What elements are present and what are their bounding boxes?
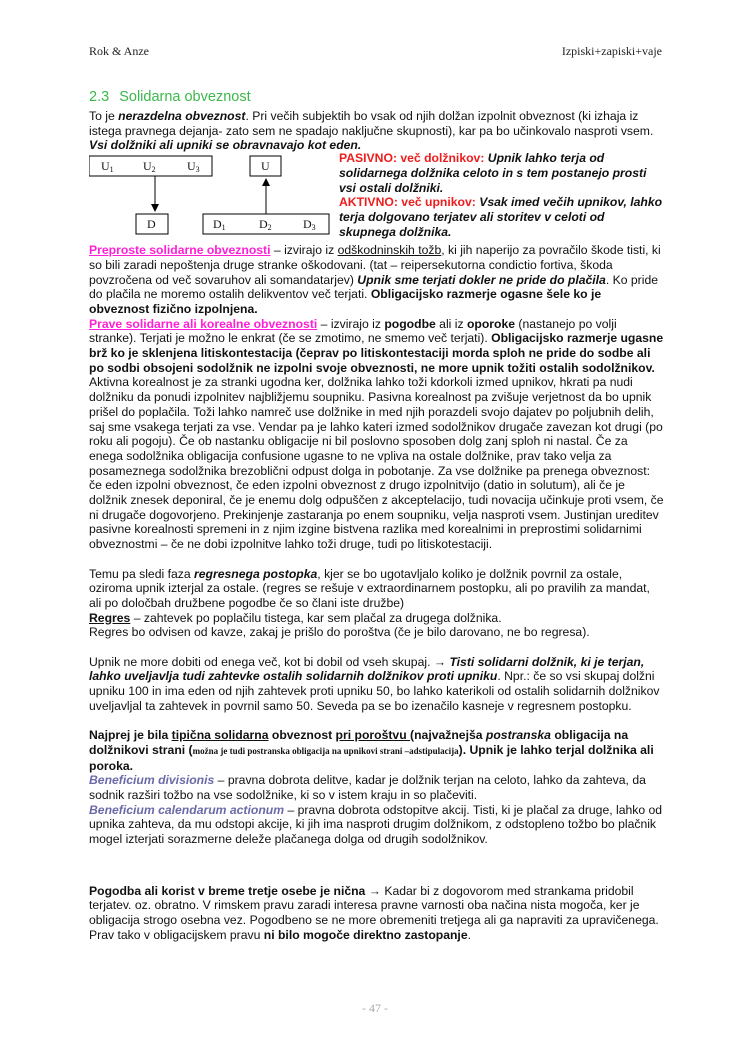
term-beneficium-divisionis: Beneficium divisionis bbox=[89, 773, 215, 788]
passive-label: PASIVNO: več dolžnikov: bbox=[339, 151, 488, 166]
arrow-right-icon: → bbox=[365, 883, 385, 898]
bold: (najvažnejša bbox=[410, 728, 486, 743]
bold: obveznost bbox=[268, 728, 336, 743]
regress-definition bbox=[89, 611, 664, 626]
bold: pogodbe bbox=[384, 316, 436, 331]
passive-note bbox=[339, 151, 664, 195]
text: ali iz bbox=[435, 316, 467, 331]
beneficium-calendarum-paragraph bbox=[89, 803, 664, 847]
page-number: - 47 - bbox=[362, 1001, 388, 1015]
creditor-label-1: U1 bbox=[101, 159, 114, 175]
active-text: Vsak imed večih upnikov, lahko terja dolgovano terjatev ali storitev v celoti od skupnega dolžnika. bbox=[339, 195, 663, 239]
text: . bbox=[467, 927, 471, 942]
bold: Obligacijsko razmerje ogasne šele ko je obveznost fizično izpolnjena. bbox=[89, 287, 602, 316]
emphasis: Vsi dolžniki ali upniki se obravnavajo kot eden. bbox=[89, 138, 362, 153]
passive-text: Upnik lahko terja od solidarnega dolžnika celoto in s tem postanejo prosti vsi ostali dolžniki. bbox=[339, 151, 647, 195]
correal-paragraph bbox=[89, 317, 664, 552]
emphasis: postranska bbox=[485, 728, 551, 743]
term-regres: Regres bbox=[89, 610, 131, 625]
text: – zahtevek po poplačilu tistega, kar sem plačal za drugega dolžnika. bbox=[130, 610, 502, 625]
regress-cause: Regres bo odvisen od kavze, zakaj je prišlo do poroštva (če je bilo darovano, ne bo regresa). bbox=[89, 625, 590, 640]
text: Temu pa sledi faza bbox=[89, 566, 195, 581]
active-note bbox=[339, 195, 664, 239]
solidarity-diagram bbox=[89, 155, 339, 235]
debtor-label: D bbox=[147, 217, 156, 232]
small-note: možna je tudi postranska obligacija na upnikovi strani –adstipulacija bbox=[192, 745, 459, 756]
underlined: tipična solidarna bbox=[171, 728, 269, 743]
text: Kadar bi z dogovorom med strankama pridobil terjatev. oz. obratno. V rimskem pravu zaradi interesa pravne varnosti oba načina nista mogoča, ker je obligacija strogo osebna vez. Pogodbeno se ne more obremeniti tretjega ali ga napraviti za upravičenega. Prav tako v obligacijskem pravu bbox=[89, 883, 659, 942]
text: . Ko pride do plačila ne moremo ostalih delikventov več terjati. bbox=[89, 272, 659, 302]
debtor-label-1: D1 bbox=[213, 217, 226, 233]
emphasis: regresnega postopka bbox=[194, 566, 318, 581]
header-right: Izpiski+zapiski+vaje bbox=[561, 44, 662, 58]
section-number: 2.3 bbox=[89, 89, 110, 105]
emphasis: nerazdelna obveznost bbox=[118, 109, 246, 123]
header-left: Rok & Anze bbox=[89, 44, 149, 58]
bold: Obligacijsko razmerje ugasne brž ko je sklenjena litiskontestacija (čeprav po litiskontestaciji morda sploh ne pride do sodbe ali po sodbi obsojeni sodolžnik ne izpolni svoje obveznosti, ne more upnik tožiti ostalih sodolžnikov. bbox=[89, 331, 664, 375]
debtor-label-3: D3 bbox=[303, 217, 316, 233]
underlined: odškodninskih tožb bbox=[337, 243, 442, 258]
text: Aktivna korealnost je za stranki ugodna ker, dolžnika lahko toži kdorkoli izmed upnikov, hkrati pa nudi dolžniku da ponudi izpolnitev najbližjemu soupniku. Pasivna korealnost pa zvišuje verjetnost da bo upnik prišel do poplačila. Toži lahko namreč use dolžnike in med njih porazdeli svojo dajatev po poljubnih delih, saj sme vsakega terjati za vse. Vendar pa je lahko kateri izmed sodolžnikov drugače zavezan kot drugi (po roku ali pogoju). Če ob nastanku obligacije ni bil poslovno sposoben dolg zanj sploh ni nastal. Če za enega sodolžnika obligacija confusione ugasne to ne vpliva na ostale dolžnike, prav tako velja za posameznega sodolžnika brezoblični odpust dolga in pobotanje. Za vse dolžnike pa prenega obveznost: če eden izpolni obveznost, če eden izpolni obveznost z drugo izpolnitvijo (datio in solutum), ali če je dolžnik znesek deponiral, če je enemu dolg odpuščen z akceptelacijo, tudi novacija učinkuje proti vsem, če ni drugače dogovorjeno. Prekinjenje zastaranja po enem soupniku, velja nasproti vsem. Justinjan ureditev pasivne korealnosti spremeni in z njim izgine bistvena razlika med korealnimi in preprostimi solidarnimi obveznostmi – če ne dobi izpolnitve lahko toži druge, tudi po litiskotestaciji. bbox=[89, 375, 664, 552]
underlined: pri poroštvu bbox=[335, 728, 411, 743]
text: . Npr.: če so vsi skupaj dolžni upniku 100 in ima eden od njih zahtevek proti upniku 50, bo lahko katerikoli od ostalih solidarnih dolžnikov uveljavljal ta zahtevek in povrnil samo 50. Seveda pa se bo izenačilo kasneje v regresnem postopku. bbox=[89, 669, 660, 713]
creditor-label-3: U3 bbox=[187, 159, 200, 175]
bold: obligacija na dolžnikovi strani ( bbox=[89, 728, 629, 757]
section-heading bbox=[89, 88, 664, 106]
term-correal: Prave solidarne ali korealne obveznosti bbox=[89, 316, 318, 331]
text: (nastanejo po volji stranke). Terjati je možno le enkrat (če se zmotimo, ne smemo več terjati). bbox=[89, 316, 617, 346]
creditor-label: U bbox=[261, 159, 270, 174]
text: , kjer se bo ugotavljalo koliko je dolžnik povrnil za ostale, oziroma upnik izterjal za ostale. (regres se rešuje v extraordinarnem postopku, ali po pravilih za mandat, ali po določbah družbene pogodbe če so člani iste družbe) bbox=[89, 566, 650, 610]
text: – izvirajo iz bbox=[270, 243, 338, 258]
section-title: Solidarna obveznost bbox=[119, 89, 251, 105]
text: , ki jih naperijo za povračilo škode tisti, ki so bili zaradi nepoštenja druge stranke oškodovani. (tat – reipersekutorna condictio fortiva, škoda povzročena od več sovaruhov ali somandatarjev) bbox=[89, 243, 661, 287]
term-beneficium-calendarum: Beneficium calendarum actionum bbox=[89, 802, 285, 817]
term-simple-solidary: Preproste solidarne obveznosti bbox=[89, 243, 271, 258]
third-party-paragraph bbox=[89, 884, 664, 943]
bold: Pogodba ali korist v breme tretje osebe je nična bbox=[89, 883, 366, 898]
bold: Najprej je bila bbox=[89, 728, 172, 743]
diagram-notes bbox=[339, 151, 664, 239]
text: Upnik ne more dobiti od enega več, kot bi dobil od vseh skupaj. bbox=[89, 654, 434, 669]
text: – pravna dobrota odstopitve akcij. Tisti, ki je plačal za druge, lahko od upnika zahteva, da mu odstopi akcije, ki jih ima nasproti drugim dolžnikom, z odstopleno tožbo bo plačnik mogel izterjati sorazmerne deleže plačanega dolga od drugih sodolžnikov. bbox=[89, 802, 663, 847]
suretyship-paragraph bbox=[89, 728, 664, 773]
text: . Pri večih subjektih bo vsak od njih dolžan izpolnit obveznost (ki izhaja iz istega pravnega dejanja- zato sem ne spadajo naključne skupnosti), kar pa bo učinkovalo nasproti vsem. bbox=[89, 109, 654, 138]
intro-paragraph bbox=[89, 109, 664, 153]
creditor-paragraph bbox=[89, 655, 664, 714]
document-body bbox=[89, 88, 664, 942]
beneficium-divisionis-paragraph bbox=[89, 773, 664, 802]
bold: ni bilo mogoče direktno zastopanje bbox=[263, 927, 468, 942]
regress-phase-paragraph bbox=[89, 567, 664, 611]
text: – pravna dobrota delitve, kadar je dolžnik terjan na celoto, lahko da zahteva, da sodnik razširi tožbo na vse sodolžnike, ki so v istem kraju in so plačeviti. bbox=[89, 773, 646, 803]
active-label: AKTIVNO: več upnikov: bbox=[339, 195, 480, 210]
emphasis: Upnik sme terjati dokler ne pride do plačila bbox=[357, 272, 606, 287]
bold: oporoke bbox=[466, 316, 516, 331]
text: – izvirajo iz bbox=[317, 316, 385, 331]
diagram-row bbox=[89, 153, 664, 237]
bold: ). Upnik je lahko terjal dolžnika ali poroka. bbox=[89, 742, 654, 773]
debtor-label-2: D2 bbox=[259, 217, 272, 233]
creditor-label-2: U2 bbox=[143, 159, 156, 175]
text: To je bbox=[89, 109, 119, 123]
emphasis: Tisti solidarni dolžnik, ki je terjan, lahko uveljavlja tudi zahtevke ostalih solidarnih dolžnikov proti upniku bbox=[89, 654, 645, 684]
arrow-right-icon: → bbox=[433, 654, 450, 669]
simple-solidary-paragraph bbox=[89, 243, 664, 317]
